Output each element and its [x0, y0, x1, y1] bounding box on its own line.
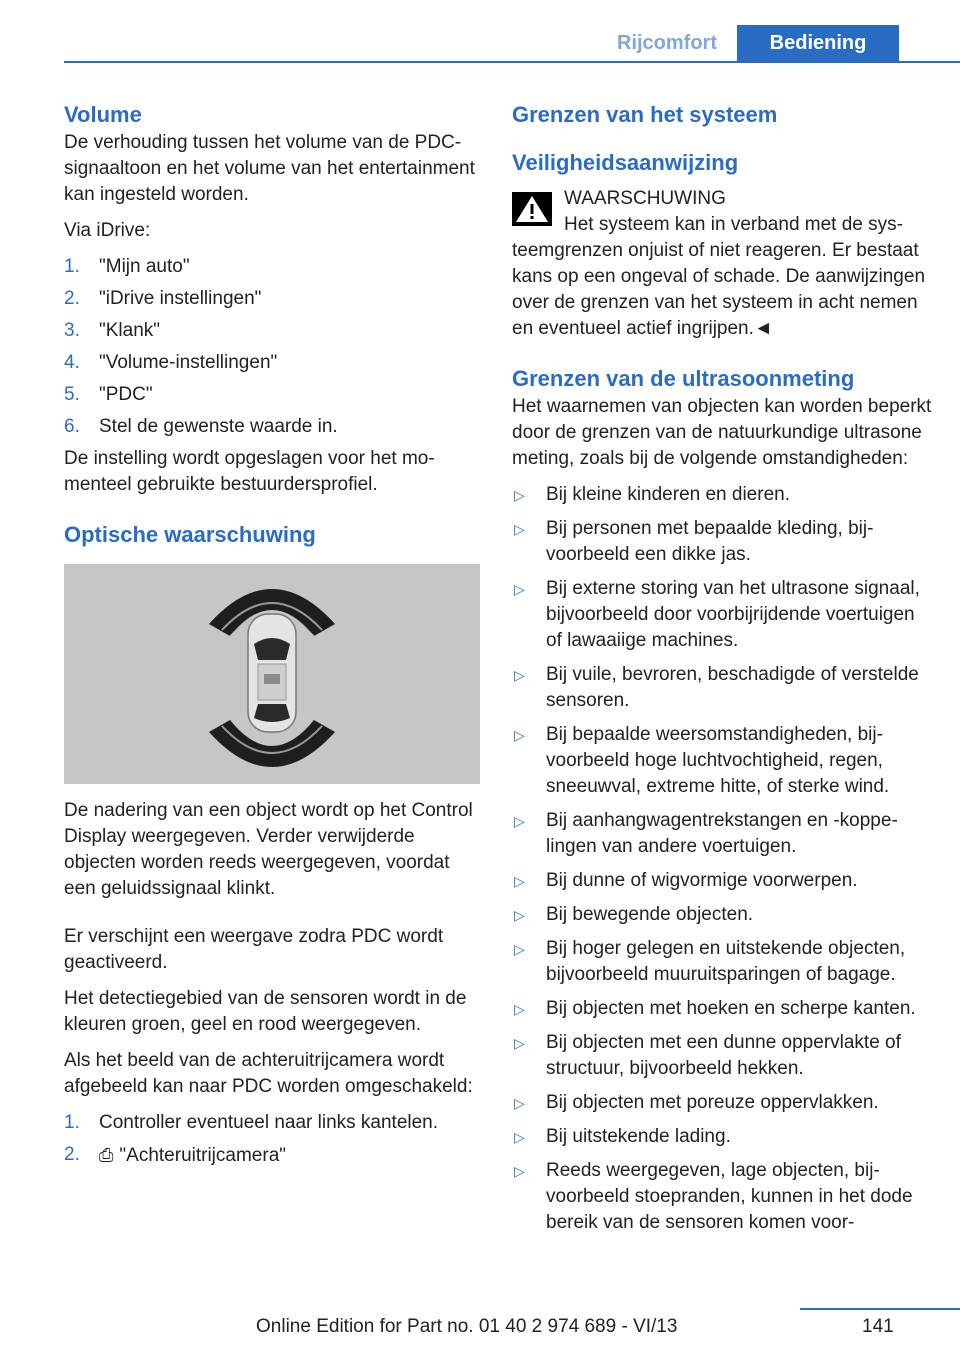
right-column [512, 100, 932, 1244]
triangle-bullet-icon: ▷ [514, 1001, 525, 1017]
list-item-text: Bij hoger gelegen en uitstekende objecten, bijvoorbeeld muuruitsparingen of bagage. [546, 938, 906, 985]
header-rule [64, 61, 960, 63]
step-item [64, 1110, 480, 1136]
list-item-text: Bij objecten met een dunne oppervlakte of structuur, bijvoorbeeld hekken. [546, 1032, 901, 1079]
list-item-text: Bij aanhangwagentrekstangen en -koppelingen van andere voertuigen. [546, 810, 898, 857]
camera-icon: ⎙ [99, 1145, 114, 1165]
list-item-text: Bij objecten met poreuze oppervlakken. [546, 1092, 879, 1113]
list-item [512, 1124, 932, 1150]
list-item-text: Bij dunne of wigvormige voorwerpen. [546, 870, 858, 891]
step-item [64, 1142, 480, 1169]
step-number: 2. [64, 288, 80, 309]
step-text: Stel de gewenste waarde in. [99, 416, 338, 437]
step-text: "iDrive instellingen" [99, 288, 262, 309]
triangle-bullet-icon: ▷ [514, 813, 525, 829]
step-item [64, 286, 480, 312]
paragraph-camera: Als het beeld van de achteruitrijcamera wordt afgebeeld kan naar PDC worden omgeschakeld: [64, 1050, 473, 1097]
list-item [512, 1158, 932, 1236]
paragraph-activation: Er verschijnt een weergave zodra PDC wordt geactiveerd. [64, 926, 444, 973]
step-number: 3. [64, 320, 80, 341]
list-item-text: Bij bepaalde weersomstandigheden, bijvoorbeeld hoge luchtvochtigheid, regen, sneeuwval, extreme hitte, of sterke wind. [546, 724, 890, 797]
volume-heading: Volume [64, 102, 142, 127]
step-number: 6. [64, 416, 80, 437]
step-item [64, 414, 480, 440]
step-number: 2. [64, 1144, 80, 1165]
list-item [512, 936, 932, 988]
triangle-bullet-icon: ▷ [514, 1163, 525, 1179]
step-number: 1. [64, 256, 80, 277]
page-number: 141 [862, 1316, 894, 1337]
volume-text: De verhouding tussen het volume van de PDC-signaaltoon en het volume van het entertainment kan ingesteld worden. [64, 132, 475, 205]
warning-block [512, 186, 932, 342]
pdc-illustration [64, 564, 480, 784]
paragraph-colors: Het detectiegebied van de sensoren wordt in de kleuren groen, geel en rood weergegeven. [64, 988, 467, 1035]
triangle-bullet-icon: ▷ [514, 667, 525, 683]
steps-list-camera [64, 1110, 480, 1169]
list-item [512, 662, 932, 714]
tab-bediening[interactable]: Bediening [737, 25, 899, 61]
list-item [512, 1090, 932, 1116]
list-item [512, 482, 932, 508]
limits-bullet-list [512, 482, 932, 1236]
triangle-bullet-icon: ▷ [514, 1129, 525, 1145]
list-item [512, 516, 932, 568]
list-item-text: Bij objecten met hoeken en scherpe kanten. [546, 998, 916, 1019]
list-item-text: Bij vuile, bevroren, beschadigde of verstelde sensoren. [546, 664, 919, 711]
list-item-text: Bij bewegende objecten. [546, 904, 754, 925]
warning-label: WAARSCHUWING [564, 188, 726, 209]
step-number: 5. [64, 384, 80, 405]
list-item [512, 902, 932, 928]
step-text: Controller eventueel naar links kantelen. [99, 1112, 439, 1133]
step-text: "Volume-instellingen" [99, 352, 278, 373]
limits-heading: Grenzen van het systeem [512, 102, 778, 127]
footer-rule [800, 1308, 960, 1310]
step-text: "Klank" [99, 320, 161, 341]
triangle-bullet-icon: ▷ [514, 521, 525, 537]
step-item [64, 254, 480, 280]
step-item [64, 350, 480, 376]
via-idrive: Via iDrive: [64, 220, 151, 241]
step-number: 4. [64, 352, 80, 373]
triangle-bullet-icon: ▷ [514, 1035, 525, 1051]
triangle-bullet-icon: ▷ [514, 1095, 525, 1111]
ultrasonic-text: Het waarnemen van objecten kan worden beperkt door de grenzen van de natuurkundige ultrasone meting, zoals bij de volgende omstandigheden: [512, 396, 932, 469]
triangle-bullet-icon: ▷ [514, 907, 525, 923]
triangle-bullet-icon: ▷ [514, 873, 525, 889]
left-column [64, 100, 480, 1175]
edition-text: Online Edition for Part no. 01 40 2 974 689 - VI/13 [256, 1316, 678, 1337]
triangle-bullet-icon: ▷ [514, 487, 525, 503]
triangle-bullet-icon: ▷ [514, 941, 525, 957]
list-item-text: Reeds weergegeven, lage objecten, bijvoorbeeld stoepranden, kunnen in het dode bereik van de sensoren komen voor- [546, 1160, 913, 1233]
list-item [512, 576, 932, 654]
triangle-bullet-icon: ▷ [514, 581, 525, 597]
safety-heading: Veiligheidsaanwijzing [512, 150, 739, 175]
step-item [64, 318, 480, 344]
step-number: 1. [64, 1112, 80, 1133]
list-item-text: Bij personen met bepaalde kleding, bijvoorbeeld een dikke jas. [546, 518, 874, 565]
step-item [64, 382, 480, 408]
list-item-text: Bij kleine kinderen en dieren. [546, 484, 790, 505]
warning-triangle-icon [512, 192, 552, 226]
list-item [512, 868, 932, 894]
step-text: "Mijn auto" [99, 256, 190, 277]
pdc-car-image [64, 564, 480, 784]
list-item [512, 722, 932, 800]
stored-text: De instelling wordt opgeslagen voor het momenteel gebruikte bestuurdersprofiel. [64, 448, 435, 495]
triangle-bullet-icon: ▷ [514, 727, 525, 743]
tab-rijcomfort[interactable]: Rijcomfort [617, 32, 717, 54]
list-item-text: Bij externe storing van het ultrasone signaal, bijvoorbeeld door voorbijrijdende voertuigen of lawaaiige machines. [546, 578, 920, 651]
step-text: "Achteruitrijcamera" [119, 1145, 286, 1166]
step-text: "PDC" [99, 384, 153, 405]
steps-list-volume [64, 254, 480, 440]
list-item [512, 808, 932, 860]
ultrasonic-heading: Grenzen van de ultrasoonmeting [512, 366, 855, 391]
warning-text: Het systeem kan in verband met de systeemgrenzen onjuist of niet reageren. Er bestaat kans op een ongeval of schade. De aanwijzingen over de grenzen van het systeem in acht nemen en eventueel actief ingrijpen.◄ [512, 214, 926, 339]
list-item [512, 1030, 932, 1082]
list-item [512, 996, 932, 1022]
paragraph-approach: De nadering van een object wordt op het Control Display weergegeven. Verder verwijderde objecten worden reeds weergegeven, voordat een geluidssignaal klinkt. [64, 800, 473, 899]
list-item-text: Bij uitstekende lading. [546, 1126, 731, 1147]
optical-heading: Optische waarschuwing [64, 522, 316, 547]
